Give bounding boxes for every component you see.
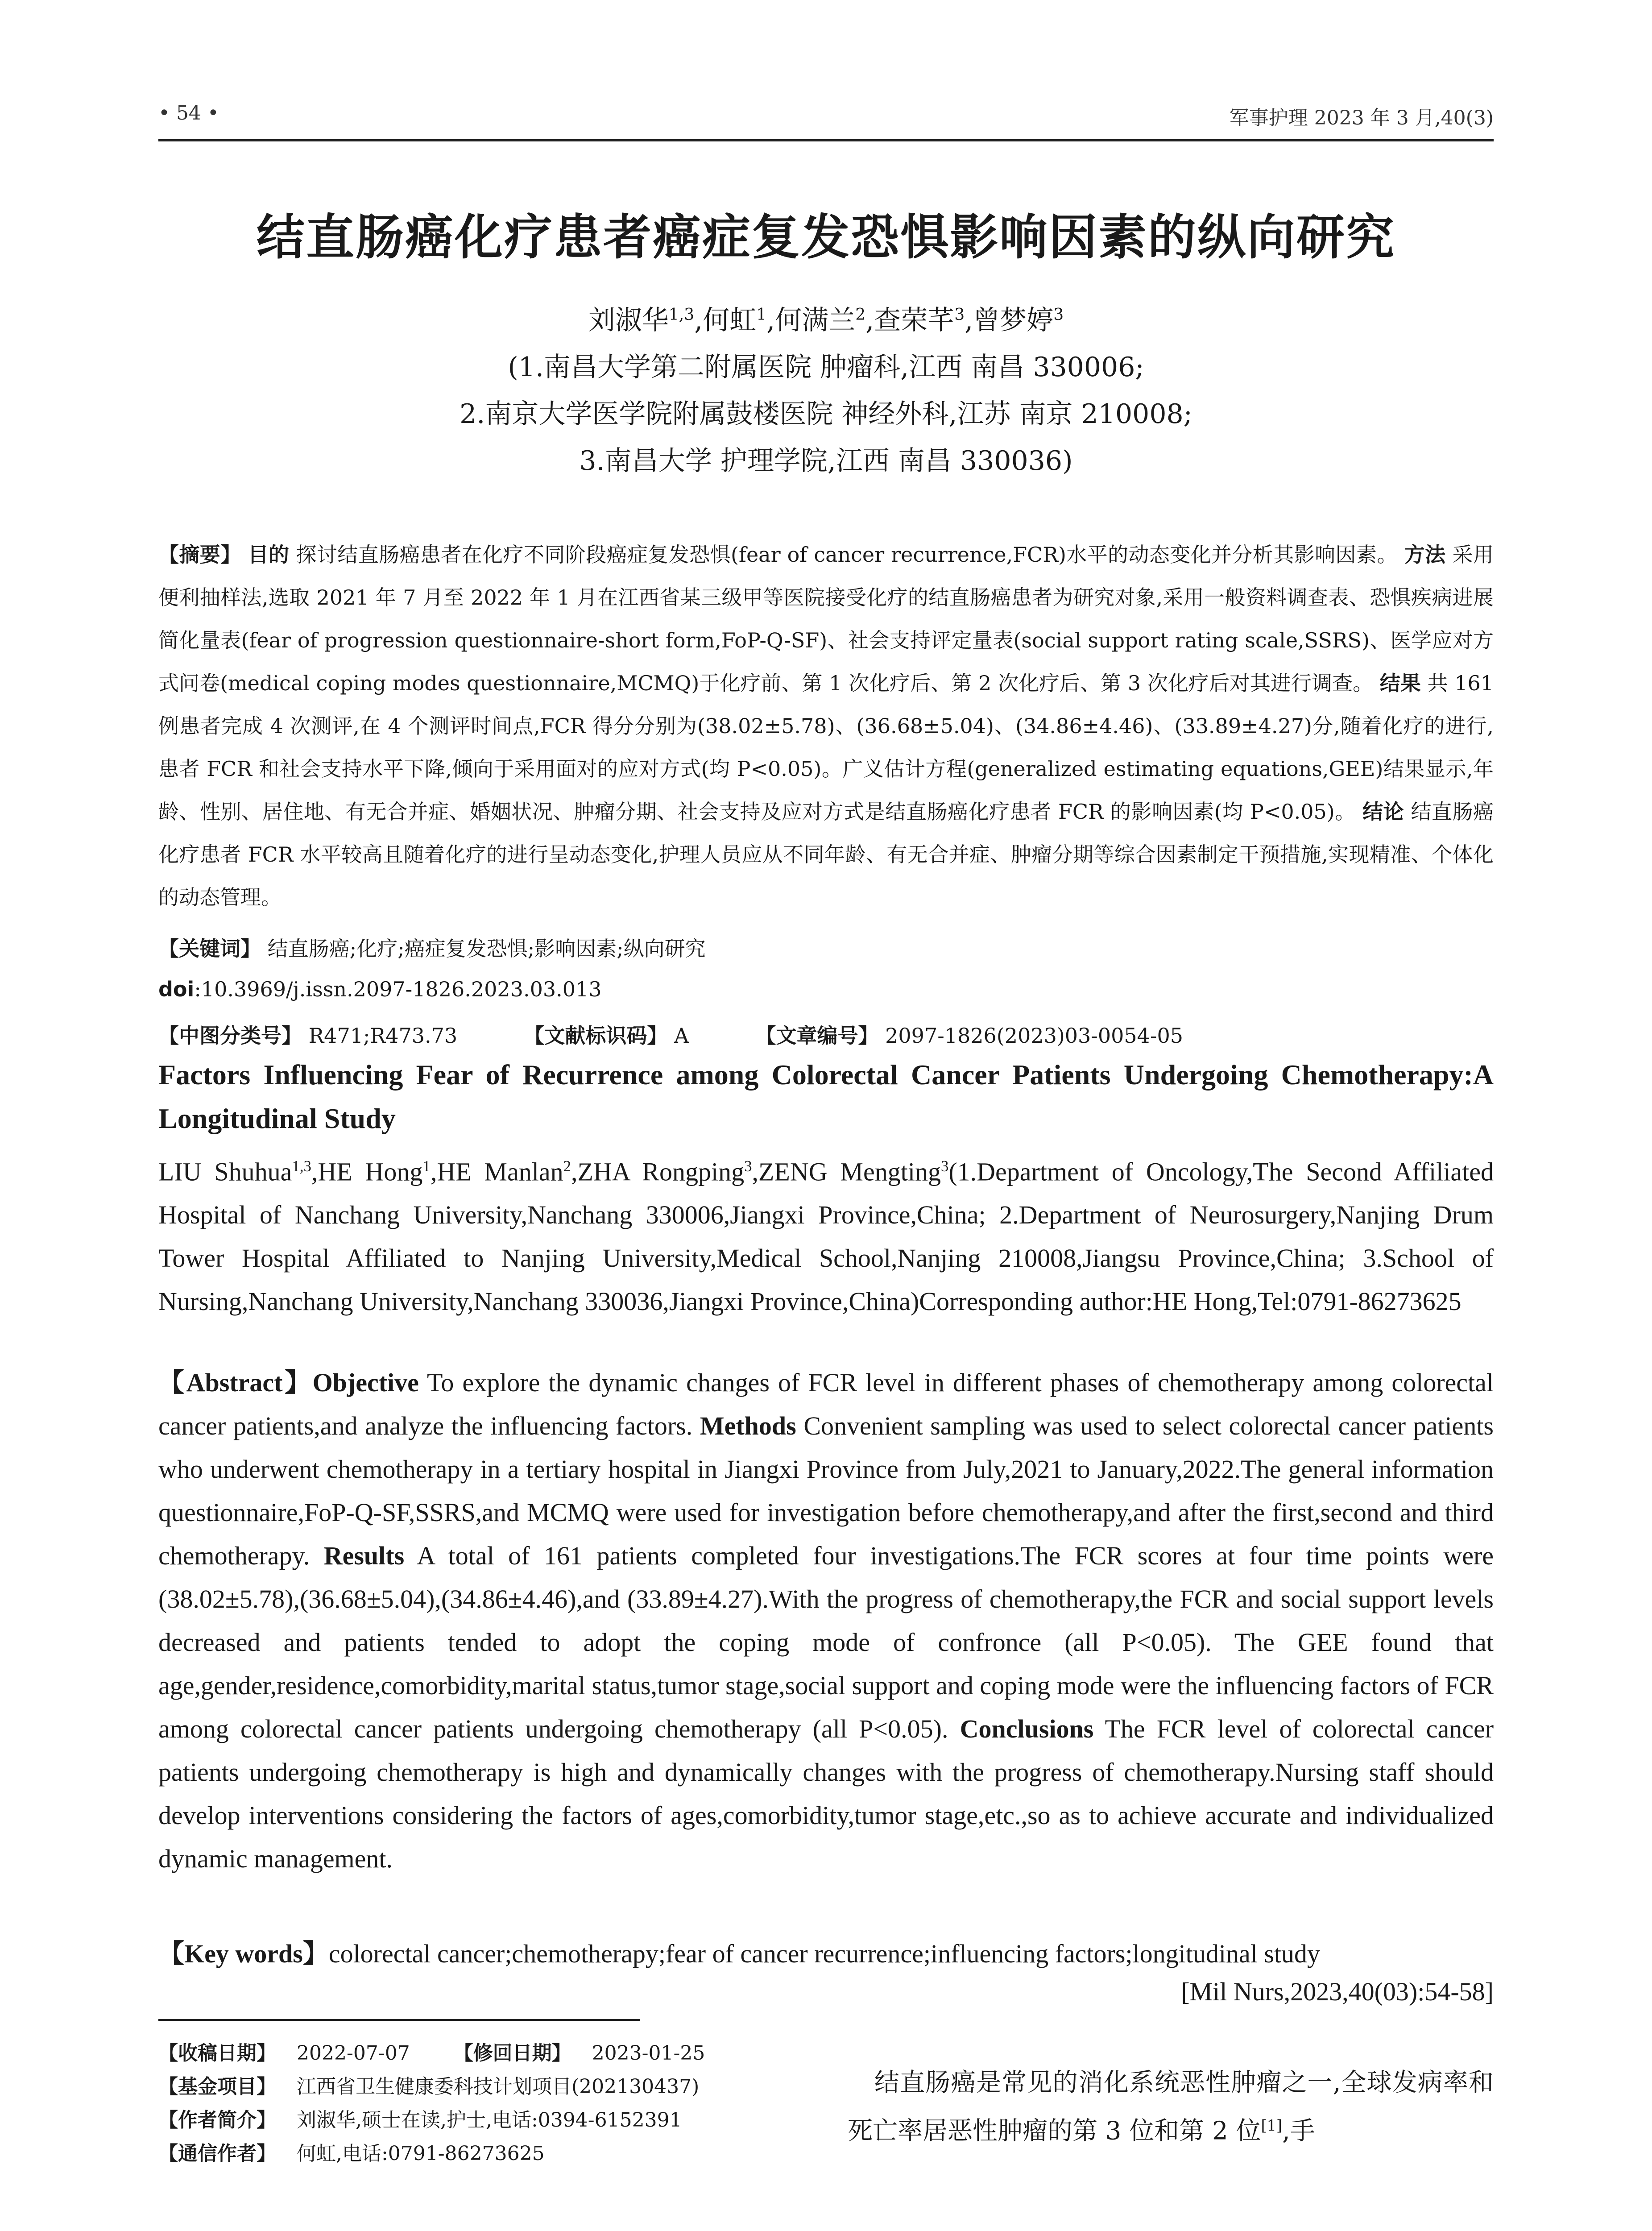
authors-en: LIU Shuhua$^{1,3}$,HE Hong$^1$,HE Manlan$^2$,ZHA Rongping$^3$,ZENG Mengting$^3$(1.Department of Oncology,The Second Affiliated Hospital of Nanchang University,Nanchang 330006,Jiangxi Province,China; 2.Department of Neurosurgery,Nanjing Drum Tower Hospital Affiliated to Nanjing University,Medical School,Nanjing 210008,Jiangsu Province,China; 3.School of Nursing,Nanchang University,Nanchang 330036,Jiangxi Province,China)Corresponding author:HE Hong,Tel:0791-86273625 xyxy=(158,1157,1494,1316)
keywords-en: 【Key words】colorectal cancer;chemotherapy;fear of cancer recurrence;influencing factors;longitudinal study xyxy=(158,1939,1321,1968)
affiliation-1: (1.南昌大学第二附属医院 肿瘤科,江西 南昌 330006; xyxy=(508,352,1144,383)
doi: doi:10.3969/j.issn.2097-1826.2023.03.013 xyxy=(158,977,602,1001)
keywords-cn: 【关键词】 结直肠癌;化疗;癌症复发恐惧;影响因素;纵向研究 xyxy=(158,937,706,961)
footnote-author: 【作者简介】 刘淑华,硕士在读,护士,电话:0394-6152391 xyxy=(158,2109,682,2131)
classification: 【中图分类号】 R471;R473.73 【文献标识码】 A 【文章编号】 2097-1826(2023)03-0054-05 xyxy=(158,1024,1183,1048)
footnote-dates: 【收稿日期】 2022-07-07 【修回日期】 2023-01-25 xyxy=(158,2042,705,2065)
footnote-rule xyxy=(158,2019,640,2021)
footnote-fund: 【基金项目】 江西省卫生健康委科技计划项目(202130437) xyxy=(158,2075,700,2098)
page-number: • 54 • xyxy=(158,102,219,124)
journal-header: 军事护理 2023 年 3 月,40(3) xyxy=(1229,107,1494,129)
paper-title-cn: 结直肠癌化疗患者癌症复发恐惧影响因素的纵向研究 xyxy=(256,210,1395,265)
paper-title-en: Factors Influencing Fear of Recurrence among Colorectal Cancer Patients Undergoing Chemotherapy:A Longitudinal Study xyxy=(158,1059,1494,1134)
abstract-cn: 【摘要】 目的 探讨结直肠癌患者在化疗不同阶段癌症复发恐惧(fear of cancer recurrence,FCR)水平的动态变化并分析其影响因素。 方法 采用便利抽样法,选取 2021 年 7 月至 2022 年 1 月在江西省某三级甲等医院接受化疗的结直肠癌患者为研究对象,采用一般资料调查表、恐惧疾病进展简化量表(fear of progression questionnaire-short form,FoP-Q-SF)、社会支持评定量表(social support rating scale,SSRS)、医学应对方式问卷(medical coping modes questionnaire,MCMQ)于化疗前、第 1 次化疗后、第 2 次化疗后、第 3 次化疗后对其进行调查。 结果 共 161 例患者完成 4 次测评,在 4 个测评时间点,FCR 得分分别为(38.02±5.78)、(36.68±5.04)、(34.86±4.46)、(33.89±4.27)分,随着化疗的进行,患者 FCR 和社会支持水平下降,倾向于采用面对的应对方式(均 P<0.05)。广义估计方程(generalized estimating equations,GEE)结果显示,年龄、性别、居住地、有无合并症、婚姻状况、肿瘤分期、社会支持及应对方式是结直肠癌化疗患者 FCR 的影响因素(均 P<0.05)。 结论 结直肠癌化疗患者 FCR 水平较高且随着化疗的进行呈动态变化,护理人员应从不同年龄、有无合并症、肿瘤分期等综合因素制定干预措施,实现精准、个体化的动态管理。 xyxy=(158,543,1494,909)
header-rule xyxy=(158,139,1494,141)
citation: [Mil Nurs,2023,40(03):54-58] xyxy=(1181,1977,1494,2006)
abstract-en: 【Abstract】Objective To explore the dynamic changes of FCR level in different phases of chemotherapy among colorectal cancer patients,and analyze the influencing factors. Methods Convenient sampling was used to select colorectal cancer patients who underwent chemotherapy in a tertiary hospital in Jiangxi Province from July,2021 to January,2022.The general information questionnaire,FoP-Q-SF,SSRS,and MCMQ were used for investigation before chemotherapy,and after the first,second and third chemotherapy. Results A total of 161 patients completed four investigations.The FCR scores at four time points were (38.02±5.78),(36.68±5.04),(34.86±4.46),and (33.89±4.27).With the progress of chemotherapy,the FCR and social support levels decreased and patients tended to adopt the coping mode of confronce (all P<0.05). The GEE found that age,gender,residence,comorbidity,marital status,tumor stage,social support and coping mode were the influencing factors of FCR among colorectal cancer patients undergoing chemotherapy (all P<0.05). Conclusions The FCR level of colorectal cancer patients undergoing chemotherapy is high and dynamically changes with the progress of chemotherapy.Nursing staff should develop interventions considering the factors of ages,comorbidity,tumor stage,etc.,so as to achieve accurate and individualized dynamic management. xyxy=(158,1368,1494,1873)
body-text-cn: 结直肠癌是常见的消化系统恶性肿瘤之一,全球发病率和死亡率居恶性肿瘤的第 3 位和第 2 位[1],手 xyxy=(848,2068,1494,2146)
authors-cn: 刘淑华$^{1,3}$,何虹$^1$,何满兰$^2$,查荣芊$^3$,曾梦婷$^3$ xyxy=(588,305,1064,336)
footnote-corresponding: 【通信作者】 何虹,电话:0791-86273625 xyxy=(158,2142,545,2165)
affiliation-3: 3.南昌大学 护理学院,江西 南昌 330036) xyxy=(579,445,1073,477)
affiliation-2: 2.南京大学医学院附属鼓楼医院 神经外科,江苏 南京 210008; xyxy=(460,398,1192,430)
